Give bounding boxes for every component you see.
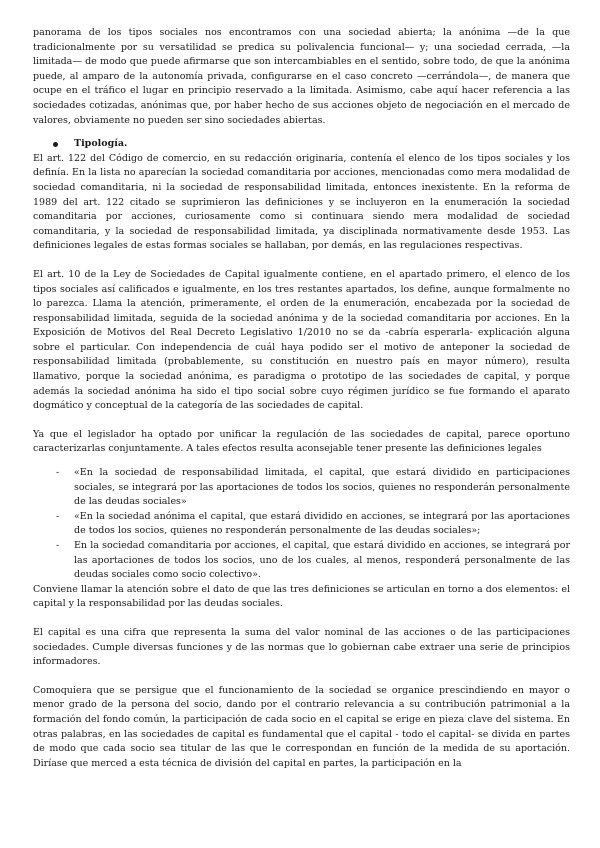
list-item <box>33 539 570 583</box>
paragraph-comoquiera: Comoquiera que se persigue que el funcionamiento de la sociedad se organice prescindiendo en mayor o menor grado de la persona del socio, dando por el contrario relevancia a su contribución patrimonial a la formación del fondo común, la participación de cada socio en el capital se erige en pieza clave del sistema. En otras palabras, en las sociedades de capital es fundamental que el capital - todo el capital- se divida en partes de modo que cada socio sea titular de las que le correspondan en función de la medida de su aportación. Diríase que merced a esta técnica de división del capital en partes, la participación en la <box>33 684 570 769</box>
dash-marker: - <box>56 510 60 522</box>
dash-marker: - <box>56 540 60 551</box>
paragraph-art-122: El art. 122 del Código de comercio, en su redacción originaria, contenía el elenco de los tipos sociales y los definía. En la lista no aparecían la sociedad comanditaria por acciones, mencionadas como mera modalidad de sociedad comanditaria, ni la sociedad de responsabilidad limitada, entonces inexistente. En la reforma de 1989 del art. 122 citado se suprimieron las definiciones y se incluyeron en la enumeración la sociedad comanditaria por acciones, curiosamente como si continuara siendo mera modalidad de sociedad comanditaria, y la sociedad de responsabilidad limitada, ya disciplinada normativamente desde 1953. Las definiciones legales de estas formas sociales se hallaban, por demás, en las regulaciones respectivas. <box>33 152 570 252</box>
list-item <box>33 510 570 539</box>
section-heading-text: Tipología. <box>74 138 128 150</box>
paragraph-capital: El capital es una cifra que representa la suma del valor nominal de las acciones o de las participaciones sociedades. Cumple diversas funciones y de las normas que lo gobiernan cabe extraer una serie de principios informadores. <box>33 626 570 668</box>
list-item <box>33 466 570 510</box>
definition-srl: «En la sociedad de responsabilidad limitada, el capital, que estará dividido en participaciones sociales, se integrará por las aportaciones de todos los socios, quienes no responderán personalmente de las deudas sociales» <box>74 467 570 508</box>
definition-sca: En la sociedad comanditaria por acciones, el capital, que estará dividido en acciones, se integrará por las aportaciones de todos los socios, uno de los cuales, al menos, responderá personalmente de las deudas sociales como socio colectivo». <box>74 540 570 581</box>
paragraph-conviene: Conviene llamar la atención sobre el dato de que las tres definiciones se articulan en torno a dos elementos: el capital y la responsabilidad por las deudas sociales. <box>33 583 570 610</box>
paragraph-intro: panorama de los tipos sociales nos encontramos con una sociedad abierta; la anónima —de la que tradicionalmente por su versatilidad se predica su polivalencia funcional— y; una sociedad cerrada, —la limitada— de modo que puede afirmarse que son intercambiables en el sentido, sobre todo, de que la anónima puede, al amparo de la autonomía privada, configurarse en el caso concreto —cerrándola—, de manera que ocupe en el tráfico el lugar en principio reservado a la limitada. Asimismo, cabe aquí hacer referencia a las sociedades cotizadas, anónimas que, por haber hecho de sus acciones objeto de negociación en el mercado de valores, obviamente no pueden ser sino sociedades abiertas. <box>33 27 570 126</box>
definition-sa: «En la sociedad anónima el capital, que estará dividido en acciones, se integrará por las aportaciones de todos los socios, quienes no responderán personalmente de las deudas sociales»; <box>74 510 570 537</box>
bullet-icon <box>53 142 58 147</box>
definitions-list <box>33 466 570 583</box>
paragraph-art-10: El art. 10 de la Ley de Sociedades de Capital igualmente contiene, en el apartado primero, el elenco de los tipos sociales así calificados e igualmente, en los tres restantes apartados, los define, aunque formalmente no lo parezca. Llama la atención, primeramente, el orden de la enumeración, encabezada por la sociedad de responsabilidad limitada, seguida de la sociedad anónima y de la sociedad comanditaria por acciones. En la Exposición de Motivos del Real Decreto Legislativo 1/2010 no se da -cabría esperarla- explicación alguna sobre el particular. Con independencia de cuál haya podido ser el motivo de anteponer la sociedad de responsabilidad limitada (probablemente, su constitución en nuestro país en mayor número), resulta llamativo, porque la sociedad anónima, es paradigma o prototipo de las sociedades de capital, y porque además la sociedad anónima ha sido el tipo social sobre cuyo régimen jurídico se fue formando el aparato dogmático y conceptual de la categoría de las sociedades de capital. <box>33 268 570 412</box>
paragraph-legislador: Ya que el legislador ha optado por unificar la regulación de las sociedades de capital, parece oportuno caracterizarlas conjuntamente. A tales efectos resulta aconsejable tener presente las definiciones legales <box>33 428 570 455</box>
section-heading <box>53 137 570 152</box>
dash-marker: - <box>56 467 60 479</box>
